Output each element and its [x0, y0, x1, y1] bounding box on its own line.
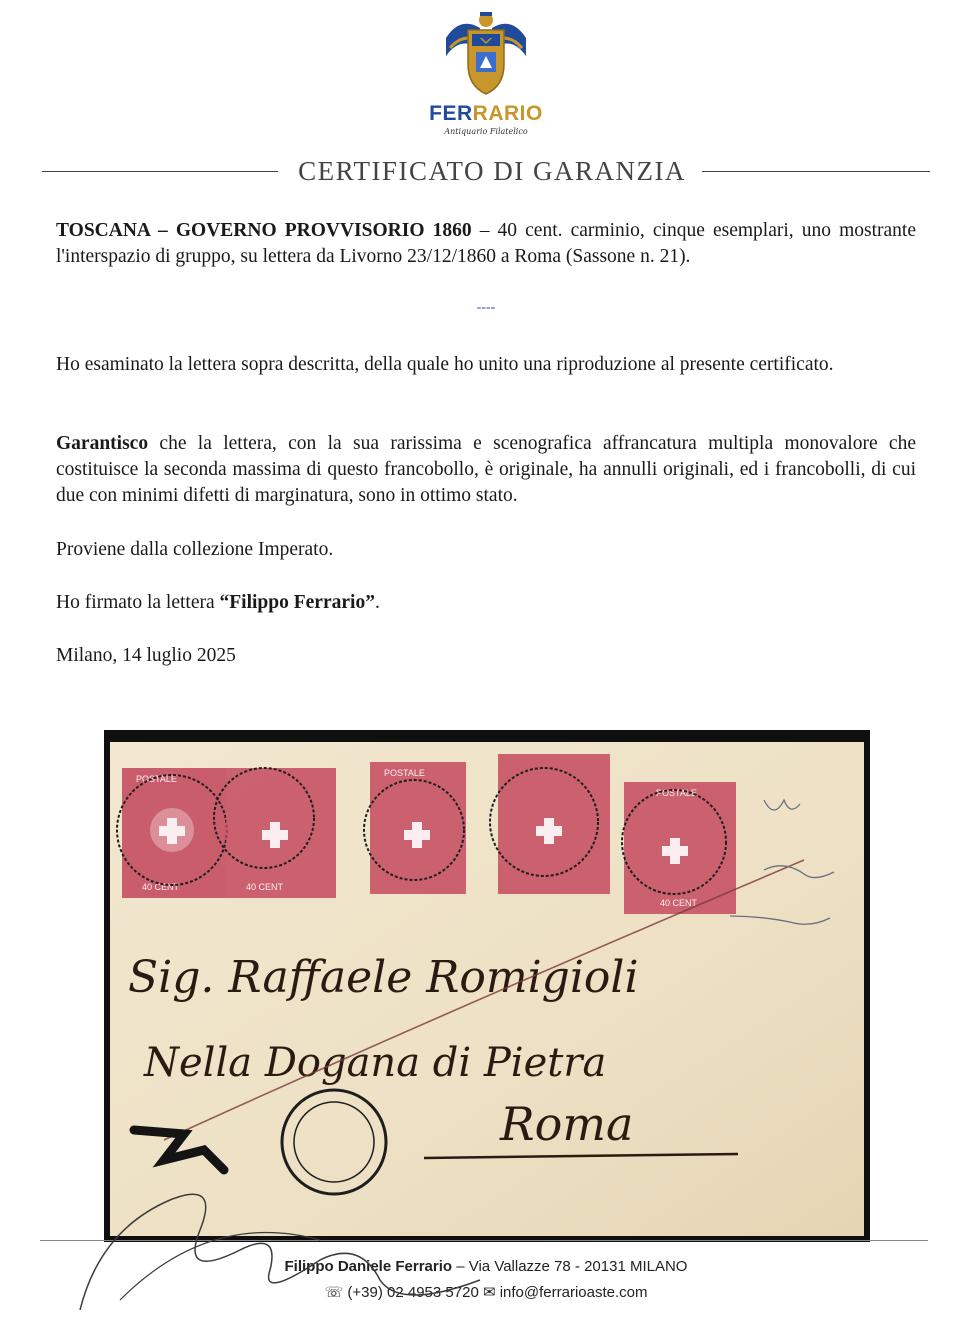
stamp-1-bottom-text: 40 CENT: [142, 882, 180, 892]
footer-phone: (+39) 02 4953 5720: [347, 1284, 479, 1301]
signed-post: .: [374, 592, 380, 613]
phone-icon: ☏: [324, 1284, 344, 1301]
letter-image: [104, 730, 870, 1242]
footer-address-line: [0, 1258, 972, 1275]
signed-pre: Ho firmato la lettera: [56, 592, 220, 613]
title-rule-left: [42, 171, 278, 172]
paragraph-provenance: Proviene dalla collezione Imperato.: [56, 539, 334, 560]
stamp-4: [490, 754, 610, 894]
stamp-1: [117, 768, 227, 898]
certificate-title-row: [42, 152, 930, 192]
lot-title: TOSCANA – GOVERNO PROVVISORIO 1860: [56, 220, 472, 241]
brand-tagline: Antiquario Filatelico: [444, 127, 528, 136]
guarantee-bold: Garantisco: [56, 433, 149, 454]
stamp-2: [214, 768, 336, 898]
footer-rule: [40, 1240, 928, 1241]
letter-photo: [104, 730, 870, 1242]
footer-address: – Via Vallazze 78 - 20131 MILANO: [452, 1258, 688, 1275]
brand-part-2: RARIO: [472, 102, 543, 125]
address-line-2: Nella Dogana di Pietra: [144, 1040, 607, 1086]
brand-part-1: FER: [429, 102, 473, 125]
signed-name: “Filippo Ferrario”: [219, 592, 375, 613]
stamp-5: [622, 782, 736, 914]
lot-description: [56, 218, 916, 270]
place-date: Milano, 14 luglio 2025: [56, 645, 236, 666]
footer-email[interactable]: info@ferrarioaste.com: [499, 1284, 648, 1301]
address-line-1: Sig. Raffaele Romigioli: [128, 952, 639, 1003]
title-rule-right: [702, 171, 930, 172]
footer-name: Filippo Daniele Ferrario: [284, 1258, 453, 1275]
coat-of-arms-icon: [440, 8, 532, 100]
paragraph-guarantee: [56, 431, 916, 509]
stamp-2-bottom-text: 40 CENT: [246, 882, 284, 892]
brand-name: [0, 102, 972, 126]
stamp-3-top-text: POSTALE: [384, 768, 425, 778]
lot-details: – 40 cent. carminio, cinque esemplari, uno mostrante l'interspazio di gruppo, su lettera da Livorno 23/12/1860 a Roma (Sassone n. 21).: [56, 220, 916, 267]
stamp-5-top-text: POSTALE: [656, 788, 697, 798]
stamp-1-top-text: POSTALE: [136, 774, 177, 784]
certificate-title: CERTIFICATO DI GARANZIA: [298, 156, 686, 186]
footer-contact-line: [0, 1283, 972, 1301]
stamp-3: [364, 762, 466, 894]
paragraph-signed: [56, 590, 916, 616]
address-line-3: Roma: [500, 1097, 634, 1151]
guarantee-text: che la lettera, con la sua rarissima e scenografica affrancatura multipla monovalore che costituisce la seconda massima di questo francobollo, è originale, ha annulli originali, ed i francobolli, di cui due con minimi difetti di marginatura, sono in ottimo stato.: [56, 433, 916, 506]
logo: [0, 8, 972, 136]
separator: ----: [476, 300, 496, 315]
paragraph-examined: Ho esaminato la lettera sopra descritta, della quale ho unito una riproduzione al presente certificato.: [56, 354, 834, 375]
stamp-5-bottom-text: 40 CENT: [660, 898, 698, 908]
mail-icon: ✉: [482, 1284, 496, 1301]
